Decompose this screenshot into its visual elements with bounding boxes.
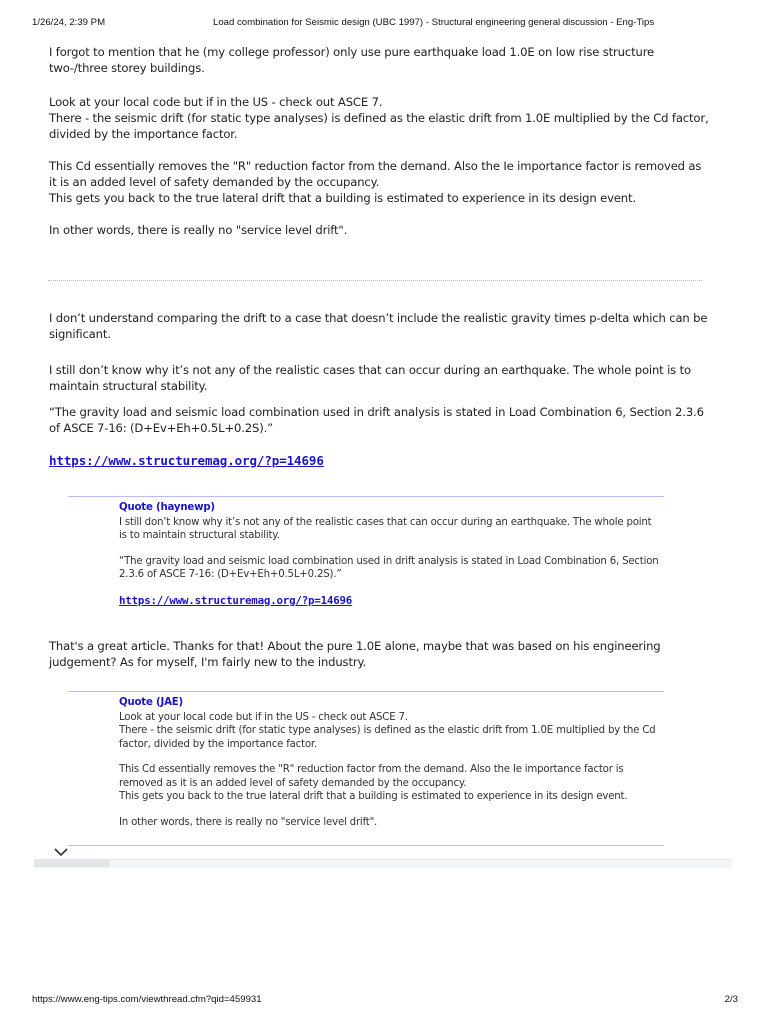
quote-block-haynewp: [68, 496, 664, 608]
quote-structuremag-link[interactable]: https://www.structuremag.org/?p=14696: [119, 593, 353, 607]
post-paragraph: In other words, there is really no "service level drift".: [49, 223, 348, 237]
post-paragraph: “The gravity load and seismic load combination used in drift analysis is stated in Load Combination 6, Section 2.3.6 of ASCE 7-16: (D+Ev+Eh+0.5L+0.2S).”: [49, 405, 704, 435]
post-paragraph: I still don’t know why it’s not any of the realistic cases that can occur during an earthquake. The whole point is to maintain structural stability.: [49, 363, 691, 393]
quote-title: Quote (JAE): [119, 697, 183, 708]
quote-paragraph: There - the seismic drift (for static type analyses) is defined as the elastic drift from 1.0E multiplied by the Cd factor, divided by the importance factor.: [119, 725, 656, 750]
post-paragraph: I forgot to mention that he (my college professor) only use pure earthquake load 1.0E on low rise structure two-/three storey buildings.: [49, 45, 655, 75]
horizontal-scrollbar[interactable]: [34, 859, 732, 868]
print-footer: [32, 994, 738, 1008]
quote-bottom-border: [68, 845, 664, 846]
quote-paragraph: “The gravity load and seismic load combination used in drift analysis is stated in Load Combination 6, Section 2.3.6 of ASCE 7-16: (D+Ev+Eh+0.5L+0.2S).”: [119, 555, 659, 580]
post-paragraph: This Cd essentially removes the "R" reduction factor from the demand. Also the Ie importance factor is removed as it is an added level of safety demanded by the occupancy.: [49, 159, 702, 189]
post-body-3: [49, 638, 709, 670]
print-page-title: Load combination for Seismic design (UBC 1997) - Structural engineering general discussion - Eng-Tips: [213, 17, 655, 28]
post-paragraph: I don’t understand comparing the drift to a case that doesn’t include the realistic gravity times p-delta which can be significant.: [49, 311, 708, 341]
post-paragraph: This gets you back to the true lateral drift that a building is estimated to experience in its design event.: [49, 191, 636, 205]
post-paragraph: Look at your local code but if in the US - check out ASCE 7.: [49, 95, 383, 109]
scrollbar-thumb[interactable]: [34, 860, 109, 867]
print-datetime: 1/26/24, 2:39 PM: [32, 17, 106, 28]
quote-paragraph: Look at your local code but if in the US - check out ASCE 7.: [119, 711, 408, 723]
chevron-down-icon[interactable]: [52, 845, 70, 859]
post-paragraph: That's a great article. Thanks for that! About the pure 1.0E alone, maybe that was based on his engineering judgement? As for myself, I'm fairly new to the industry.: [49, 639, 661, 669]
print-url: https://www.eng-tips.com/viewthread.cfm?qid=459931: [32, 994, 262, 1005]
print-page-number: 2/3: [724, 994, 738, 1005]
quote-block-jae: [68, 691, 664, 829]
quote-paragraph: This Cd essentially removes the "R" reduction factor from the demand. Also the Ie importance factor is removed as it is an added level of safety demanded by the occupancy.: [119, 764, 624, 789]
quote-title: Quote (haynewp): [119, 502, 215, 513]
post-body-2: [49, 310, 709, 469]
quote-paragraph: This gets you back to the true lateral drift that a building is estimated to experience in its design event.: [119, 791, 628, 802]
quote-paragraph: I still don’t know why it’s not any of the realistic cases that can occur during an earthquake. The whole point is to maintain structural stability.: [119, 516, 652, 541]
post-paragraph: There - the seismic drift (for static type analyses) is defined as the elastic drift from 1.0E multiplied by the Cd factor, divided by the importance factor.: [49, 111, 709, 141]
structuremag-link[interactable]: https://www.structuremag.org/?p=14696: [49, 453, 324, 468]
print-header: [32, 17, 738, 31]
post-body-1: [49, 44, 709, 238]
quote-paragraph: In other words, there is really no "service level drift".: [119, 816, 378, 828]
post-divider: [48, 280, 702, 281]
